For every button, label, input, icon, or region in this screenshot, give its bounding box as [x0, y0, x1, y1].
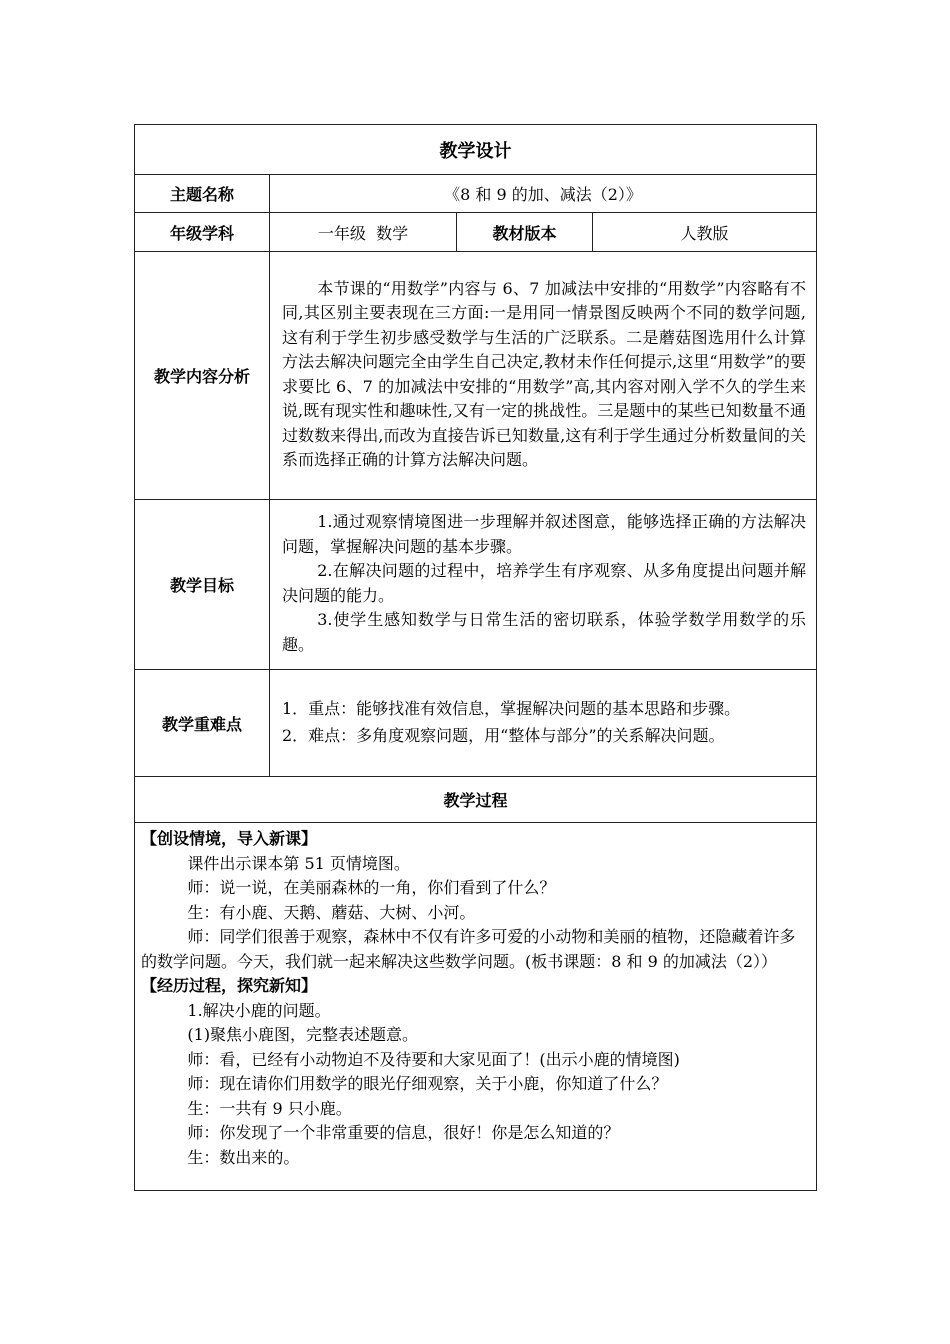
process-line: 1.解决小鹿的问题。 [187, 1000, 331, 1020]
lesson-plan-table [134, 124, 817, 1191]
grade-value: 一年级 数学 [270, 213, 457, 252]
process-body [135, 823, 817, 1191]
process-line: 生：有小鹿、天鹅、蘑菇、大树、小河。 [187, 902, 476, 922]
section-title: 【经历过程，探究新知】 [141, 976, 318, 995]
process-line: 课件出示课本第 51 页情境图。 [187, 853, 410, 873]
process-line: 生：数出来的。 [187, 1147, 300, 1167]
edition-value: 人教版 [593, 213, 817, 252]
analysis-cell [270, 252, 817, 500]
process-line: 师：说一说，在美丽森林的一角，你们看到了什么？ [187, 878, 556, 897]
keypoint-item: 2．难点：多角度观察问题，用“整体与部分”的关系解决问题。 [282, 726, 725, 745]
section-title: 【创设情境，导入新课】 [141, 829, 318, 848]
keypoint-item: 1．重点：能够找准有效信息，掌握解决问题的基本思路和步骤。 [282, 699, 741, 718]
lesson-plan-document [134, 124, 816, 1191]
goal-item: 3.使学生感知数学与日常生活的密切联系，体验学数学用数学的乐趣。 [282, 610, 806, 654]
keypoints-label: 教学重难点 [135, 670, 270, 777]
process-line: 师：看，已经有小动物迫不及待要和大家见面了！(出示小鹿的情境图) [187, 1049, 680, 1069]
process-line: 师：同学们很善于观察，森林中不仅有许多可爱的小动物和美丽的植物，还隐藏着许多的数学问题。今天，我们就一起来解决这些数学问题。(板书课题：8 和 9 的加减法（2）） [141, 927, 796, 971]
edition-label: 教材版本 [457, 213, 593, 252]
process-line: 师：现在请你们用数学的眼光仔细观察，关于小鹿，你知道了什么？ [187, 1074, 668, 1093]
process-line: 生：一共有 9 只小鹿。 [187, 1098, 352, 1118]
process-line: 师：你发现了一个非常重要的信息，很好！你是怎么知道的？ [187, 1123, 620, 1142]
process-line: (1)聚焦小鹿图，完整表述题意。 [187, 1025, 419, 1044]
analysis-label: 教学内容分析 [135, 252, 270, 500]
goals-cell [270, 500, 817, 670]
topic-value: 《8 和 9 的加、减法（2）》 [270, 175, 817, 213]
goal-item: 1.通过观察情境图进一步理解并叙述图意，能够选择正确的方法解决问题，掌握解决问题的基本步骤。 [282, 512, 806, 556]
topic-label: 主题名称 [135, 175, 270, 213]
keypoints-cell [270, 670, 817, 777]
goal-item: 2.在解决问题的过程中，培养学生有序观察、从多角度提出问题并解决问题的能力。 [282, 561, 806, 605]
analysis-text: 本节课的“用数学”内容与 6、7 加减法中安排的“用数学”内容略有不同,其区别主要表现在三方面:一是用同一情景图反映两个不同的数学问题,这有利于学生初步感受数学与生活的广泛联系。二是蘑菇图选用什么计算方法去解决问题完全由学生自己决定,教材未作任何提示,这里“用数学”的要求要比 6、7 的加减法中安排的“用数学”高,其内容对刚入学不久的学生来说,既有现实性和趣味性,又有一定的挑战性。三是题中的某些已知数量不通过数数来得出,而改为直接告诉已知数量,这有利于学生通过分析数量间的关系而选择正确的计算方法解决问题。 [282, 278, 806, 469]
goals-label: 教学目标 [135, 500, 270, 670]
process-heading: 教学过程 [135, 777, 817, 823]
document-title: 教学设计 [135, 125, 817, 175]
grade-label: 年级学科 [135, 213, 270, 252]
